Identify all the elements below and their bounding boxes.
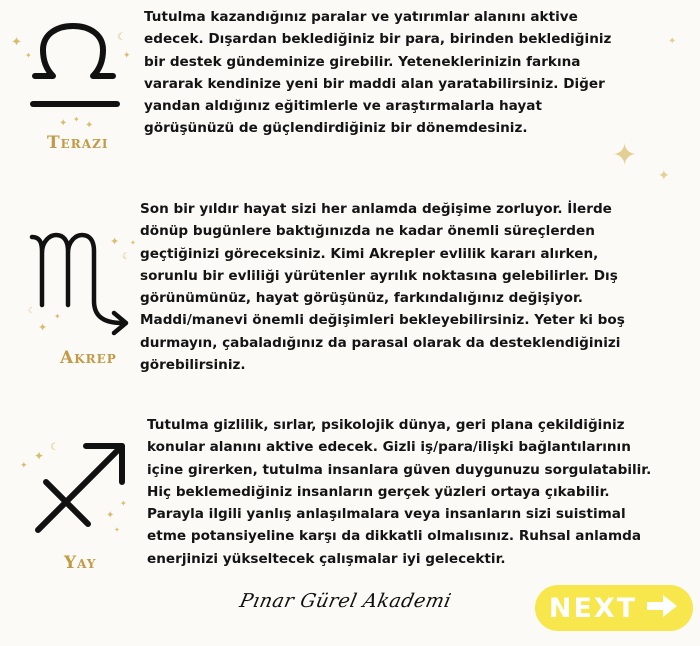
svg-text:✦: ✦ (59, 118, 68, 129)
sagittarius-icon (10, 420, 145, 550)
svg-text:☾: ☾ (117, 32, 126, 43)
scorpio-text: Son bir yıldır hayat sizi her anlamda değişime zorluyor. İlerde dönüp bugünlere baktığınızda ne kadar önemli süreçlerden geçtiğinizi göreceksiniz. Kimi Akrepler evlilik kararı alırken, sorunlu bir evliliği yürütenler ayrılık noktasına gelebilirler. Dış görünümünüz, hayat görüşünüz, farkındalığınız değişiyor. Maddi/manevi önemli değişimleri bekleyebilirsiniz. Yeter ki boş durmayın, çabaladığınız da parasal olarak da desteklendiğinizi görebilirsiniz. (140, 201, 625, 374)
signature: Pınar Gürel Akademi (237, 590, 454, 612)
scorpio-icon (10, 215, 145, 345)
sign-name-sagittarius: Yay (64, 553, 97, 573)
libra-icon (5, 10, 140, 130)
svg-text:✦: ✦ (110, 235, 120, 248)
svg-text:✦: ✦ (73, 115, 80, 124)
svg-text:☾: ☾ (122, 252, 131, 262)
sparkle-icon: ✦ (612, 138, 638, 173)
svg-text:✦: ✦ (20, 461, 28, 471)
svg-text:☾: ☾ (50, 442, 59, 453)
sagittarius-text: Tutulma gizlilik, sırlar, psikolojik dünya, geri plana çekildiğiniz konular alanını aktive edecek. Gizli iş/para/ilişki bağlantılarının içine girerken, tutulma insanlara güven duygunuzu sorgulatabilir. Hiç beklemediğiniz insanların gerçek yüzleri ortaya çıkabilir. Parayla ilgili yanlış anlaşılmalara veya insanların sizi suistimal etme potansiyeline karşı da dikkatli olmalısınız. Ruhsal anlamda enerjinizi yükseltecek çalışmalar iyi gelecektir. (147, 417, 652, 567)
sparkle-icon: ✦ (658, 168, 670, 184)
svg-text:✦: ✦ (106, 510, 115, 521)
svg-text:✦: ✦ (130, 239, 136, 247)
svg-text:✦: ✦ (54, 312, 61, 321)
sign-name-libra: Terazi (47, 133, 109, 153)
next-button[interactable] (535, 585, 693, 631)
arrow-right-icon (645, 593, 679, 623)
svg-text:✦: ✦ (85, 120, 94, 130)
svg-text:☾: ☾ (28, 306, 36, 315)
svg-text:✦: ✦ (38, 321, 48, 334)
svg-text:✦: ✦ (25, 51, 32, 60)
svg-text:✦: ✦ (120, 499, 127, 508)
sparkle-icon: ✦ (668, 36, 677, 47)
next-button-label: NEXT (548, 592, 638, 624)
svg-text:✦: ✦ (34, 449, 45, 463)
svg-text:✦: ✦ (11, 35, 22, 50)
svg-text:✦: ✦ (114, 526, 120, 534)
sign-name-scorpio: Akrep (60, 348, 117, 368)
libra-text: Tutulma kazandığınız paralar ve yatırımlar alanını aktive edecek. Dışardan beklediğiniz bir para, birinden beklediğiniz bir destek gündeminize girebilir. Yeteneklerinizin farkına vararak kendinize yeni bir maddi alan yaratabilirsiniz. Diğer yandan aldığınız eğitimlerle ve araştırmalarla hayat görüşünüzü de güçlendirdiğiniz bir dönemdesiniz. (144, 9, 612, 137)
svg-text:✦: ✦ (123, 51, 131, 61)
